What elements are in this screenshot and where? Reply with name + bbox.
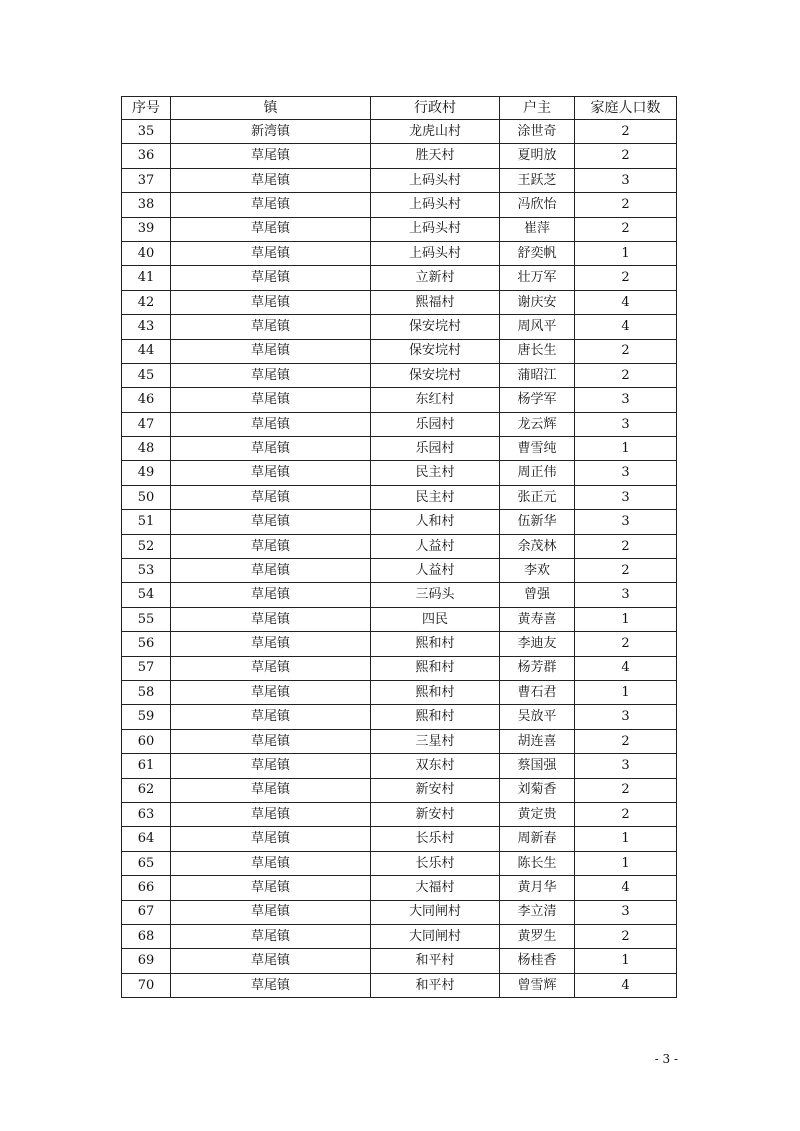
family-size-cell: 2 bbox=[575, 339, 677, 363]
town-cell: 草尾镇 bbox=[171, 656, 371, 680]
family-size-cell: 1 bbox=[575, 241, 677, 265]
serial-number-cell: 59 bbox=[122, 705, 171, 729]
householder-cell: 李立清 bbox=[500, 900, 575, 924]
village-cell: 东红村 bbox=[371, 388, 500, 412]
family-size-cell: 4 bbox=[575, 973, 677, 997]
serial-number-cell: 40 bbox=[122, 241, 171, 265]
householder-cell: 李欢 bbox=[500, 559, 575, 583]
serial-number-cell: 50 bbox=[122, 485, 171, 509]
village-cell: 大福村 bbox=[371, 876, 500, 900]
town-cell: 草尾镇 bbox=[171, 168, 371, 192]
table-row bbox=[122, 680, 677, 704]
householder-cell: 王跃芝 bbox=[500, 168, 575, 192]
village-cell: 熙和村 bbox=[371, 705, 500, 729]
serial-number-cell: 54 bbox=[122, 583, 171, 607]
serial-number-cell: 55 bbox=[122, 607, 171, 631]
table-row bbox=[122, 656, 677, 680]
village-cell: 四民 bbox=[371, 607, 500, 631]
town-cell: 草尾镇 bbox=[171, 876, 371, 900]
village-cell: 熙和村 bbox=[371, 656, 500, 680]
householder-cell: 张正元 bbox=[500, 485, 575, 509]
family-size-cell: 4 bbox=[575, 315, 677, 339]
family-size-cell: 4 bbox=[575, 876, 677, 900]
table-row bbox=[122, 583, 677, 607]
table-row bbox=[122, 534, 677, 558]
householder-cell: 吴放平 bbox=[500, 705, 575, 729]
serial-number-cell: 66 bbox=[122, 876, 171, 900]
table-row bbox=[122, 729, 677, 753]
householder-cell: 曹雪纯 bbox=[500, 437, 575, 461]
householder-cell: 曾强 bbox=[500, 583, 575, 607]
town-cell: 草尾镇 bbox=[171, 534, 371, 558]
town-cell: 草尾镇 bbox=[171, 754, 371, 778]
town-cell: 草尾镇 bbox=[171, 144, 371, 168]
table-header-row bbox=[122, 97, 677, 120]
town-cell: 草尾镇 bbox=[171, 461, 371, 485]
householder-cell: 唐长生 bbox=[500, 339, 575, 363]
table-row bbox=[122, 290, 677, 314]
householder-cell: 陈长生 bbox=[500, 851, 575, 875]
village-cell: 保安垸村 bbox=[371, 339, 500, 363]
village-cell: 熙和村 bbox=[371, 680, 500, 704]
town-cell: 草尾镇 bbox=[171, 437, 371, 461]
serial-number-cell: 57 bbox=[122, 656, 171, 680]
town-cell: 草尾镇 bbox=[171, 900, 371, 924]
serial-number-cell: 36 bbox=[122, 144, 171, 168]
serial-number-cell: 35 bbox=[122, 120, 171, 144]
serial-number-cell: 49 bbox=[122, 461, 171, 485]
householder-cell: 周风平 bbox=[500, 315, 575, 339]
village-cell: 民主村 bbox=[371, 461, 500, 485]
village-cell: 长乐村 bbox=[371, 851, 500, 875]
table-row bbox=[122, 241, 677, 265]
family-size-cell: 2 bbox=[575, 266, 677, 290]
table-row bbox=[122, 120, 677, 144]
village-cell: 乐园村 bbox=[371, 412, 500, 436]
village-cell: 和平村 bbox=[371, 949, 500, 973]
table-row bbox=[122, 924, 677, 948]
family-size-cell: 1 bbox=[575, 437, 677, 461]
table-row bbox=[122, 705, 677, 729]
family-size-cell: 4 bbox=[575, 290, 677, 314]
town-cell: 草尾镇 bbox=[171, 973, 371, 997]
header-serial-number: 序号 bbox=[122, 97, 171, 120]
town-cell: 草尾镇 bbox=[171, 217, 371, 241]
table-row bbox=[122, 827, 677, 851]
family-size-cell: 2 bbox=[575, 632, 677, 656]
table-row bbox=[122, 217, 677, 241]
town-cell: 草尾镇 bbox=[171, 607, 371, 631]
village-cell: 新安村 bbox=[371, 778, 500, 802]
town-cell: 草尾镇 bbox=[171, 949, 371, 973]
village-cell: 上码头村 bbox=[371, 168, 500, 192]
serial-number-cell: 61 bbox=[122, 754, 171, 778]
family-size-cell: 1 bbox=[575, 827, 677, 851]
householder-cell: 杨学军 bbox=[500, 388, 575, 412]
village-cell: 熙和村 bbox=[371, 632, 500, 656]
householder-cell: 胡连喜 bbox=[500, 729, 575, 753]
family-size-cell: 3 bbox=[575, 461, 677, 485]
table-body bbox=[122, 120, 677, 998]
town-cell: 草尾镇 bbox=[171, 485, 371, 509]
town-cell: 草尾镇 bbox=[171, 388, 371, 412]
town-cell: 草尾镇 bbox=[171, 924, 371, 948]
town-cell: 草尾镇 bbox=[171, 559, 371, 583]
town-cell: 草尾镇 bbox=[171, 290, 371, 314]
family-size-cell: 3 bbox=[575, 754, 677, 778]
table-row bbox=[122, 949, 677, 973]
town-cell: 草尾镇 bbox=[171, 412, 371, 436]
householder-cell: 蔡国强 bbox=[500, 754, 575, 778]
table-row bbox=[122, 266, 677, 290]
family-size-cell: 3 bbox=[575, 388, 677, 412]
village-cell: 长乐村 bbox=[371, 827, 500, 851]
village-cell: 胜天村 bbox=[371, 144, 500, 168]
village-cell: 和平村 bbox=[371, 973, 500, 997]
serial-number-cell: 58 bbox=[122, 680, 171, 704]
village-cell: 大同闸村 bbox=[371, 924, 500, 948]
village-cell: 新安村 bbox=[371, 802, 500, 826]
householder-cell: 夏明放 bbox=[500, 144, 575, 168]
householder-cell: 黄寿喜 bbox=[500, 607, 575, 631]
village-cell: 龙虎山村 bbox=[371, 120, 500, 144]
householder-cell: 黄罗生 bbox=[500, 924, 575, 948]
table-row bbox=[122, 607, 677, 631]
householder-cell: 杨芳群 bbox=[500, 656, 575, 680]
family-size-cell: 2 bbox=[575, 363, 677, 387]
town-cell: 草尾镇 bbox=[171, 339, 371, 363]
table-row bbox=[122, 388, 677, 412]
table-row bbox=[122, 510, 677, 534]
town-cell: 草尾镇 bbox=[171, 827, 371, 851]
town-cell: 草尾镇 bbox=[171, 632, 371, 656]
table-row bbox=[122, 363, 677, 387]
family-size-cell: 2 bbox=[575, 559, 677, 583]
serial-number-cell: 62 bbox=[122, 778, 171, 802]
serial-number-cell: 68 bbox=[122, 924, 171, 948]
serial-number-cell: 56 bbox=[122, 632, 171, 656]
householder-cell: 涂世奇 bbox=[500, 120, 575, 144]
serial-number-cell: 51 bbox=[122, 510, 171, 534]
family-size-cell: 3 bbox=[575, 412, 677, 436]
village-cell: 人和村 bbox=[371, 510, 500, 534]
householder-cell: 冯欣怡 bbox=[500, 193, 575, 217]
table-row bbox=[122, 778, 677, 802]
householder-cell: 蒲昭江 bbox=[500, 363, 575, 387]
family-size-cell: 3 bbox=[575, 510, 677, 534]
serial-number-cell: 63 bbox=[122, 802, 171, 826]
family-size-cell: 3 bbox=[575, 705, 677, 729]
householder-cell: 崔萍 bbox=[500, 217, 575, 241]
household-table bbox=[121, 96, 677, 998]
family-size-cell: 3 bbox=[575, 485, 677, 509]
serial-number-cell: 53 bbox=[122, 559, 171, 583]
town-cell: 草尾镇 bbox=[171, 705, 371, 729]
family-size-cell: 3 bbox=[575, 900, 677, 924]
serial-number-cell: 69 bbox=[122, 949, 171, 973]
householder-cell: 刘菊香 bbox=[500, 778, 575, 802]
serial-number-cell: 45 bbox=[122, 363, 171, 387]
table-row bbox=[122, 802, 677, 826]
table-row bbox=[122, 754, 677, 778]
village-cell: 保安垸村 bbox=[371, 363, 500, 387]
householder-cell: 壮万军 bbox=[500, 266, 575, 290]
village-cell: 民主村 bbox=[371, 485, 500, 509]
householder-cell: 李迪友 bbox=[500, 632, 575, 656]
village-cell: 保安垸村 bbox=[371, 315, 500, 339]
serial-number-cell: 44 bbox=[122, 339, 171, 363]
header-family-size: 家庭人口数 bbox=[575, 97, 677, 120]
family-size-cell: 3 bbox=[575, 583, 677, 607]
town-cell: 草尾镇 bbox=[171, 315, 371, 339]
village-cell: 立新村 bbox=[371, 266, 500, 290]
householder-cell: 周新春 bbox=[500, 827, 575, 851]
town-cell: 草尾镇 bbox=[171, 193, 371, 217]
family-size-cell: 1 bbox=[575, 949, 677, 973]
householder-cell: 余茂林 bbox=[500, 534, 575, 558]
table-row bbox=[122, 437, 677, 461]
town-cell: 草尾镇 bbox=[171, 851, 371, 875]
family-size-cell: 2 bbox=[575, 193, 677, 217]
page-number: - 3 - bbox=[654, 1052, 678, 1066]
householder-cell: 周正伟 bbox=[500, 461, 575, 485]
serial-number-cell: 39 bbox=[122, 217, 171, 241]
town-cell: 新湾镇 bbox=[171, 120, 371, 144]
family-size-cell: 2 bbox=[575, 778, 677, 802]
family-size-cell: 1 bbox=[575, 680, 677, 704]
village-cell: 三码头 bbox=[371, 583, 500, 607]
table-row bbox=[122, 339, 677, 363]
householder-cell: 谢庆安 bbox=[500, 290, 575, 314]
serial-number-cell: 64 bbox=[122, 827, 171, 851]
householder-cell: 曹石君 bbox=[500, 680, 575, 704]
village-cell: 上码头村 bbox=[371, 193, 500, 217]
family-size-cell: 2 bbox=[575, 217, 677, 241]
village-cell: 人益村 bbox=[371, 559, 500, 583]
family-size-cell: 3 bbox=[575, 168, 677, 192]
serial-number-cell: 37 bbox=[122, 168, 171, 192]
town-cell: 草尾镇 bbox=[171, 729, 371, 753]
town-cell: 草尾镇 bbox=[171, 583, 371, 607]
family-size-cell: 2 bbox=[575, 120, 677, 144]
header-village: 行政村 bbox=[371, 97, 500, 120]
table-row bbox=[122, 900, 677, 924]
table-row bbox=[122, 193, 677, 217]
table-row bbox=[122, 632, 677, 656]
village-cell: 上码头村 bbox=[371, 241, 500, 265]
householder-cell: 龙云辉 bbox=[500, 412, 575, 436]
table-row bbox=[122, 876, 677, 900]
serial-number-cell: 42 bbox=[122, 290, 171, 314]
village-cell: 乐园村 bbox=[371, 437, 500, 461]
table-row bbox=[122, 485, 677, 509]
table-row bbox=[122, 168, 677, 192]
family-size-cell: 2 bbox=[575, 729, 677, 753]
table-row bbox=[122, 559, 677, 583]
householder-cell: 杨桂香 bbox=[500, 949, 575, 973]
village-cell: 大同闸村 bbox=[371, 900, 500, 924]
header-town: 镇 bbox=[171, 97, 371, 120]
village-cell: 熙福村 bbox=[371, 290, 500, 314]
serial-number-cell: 60 bbox=[122, 729, 171, 753]
serial-number-cell: 43 bbox=[122, 315, 171, 339]
village-cell: 人益村 bbox=[371, 534, 500, 558]
header-householder: 户主 bbox=[500, 97, 575, 120]
town-cell: 草尾镇 bbox=[171, 802, 371, 826]
serial-number-cell: 67 bbox=[122, 900, 171, 924]
village-cell: 上码头村 bbox=[371, 217, 500, 241]
serial-number-cell: 46 bbox=[122, 388, 171, 412]
family-size-cell: 2 bbox=[575, 144, 677, 168]
serial-number-cell: 38 bbox=[122, 193, 171, 217]
town-cell: 草尾镇 bbox=[171, 680, 371, 704]
serial-number-cell: 65 bbox=[122, 851, 171, 875]
table-row bbox=[122, 851, 677, 875]
householder-cell: 曾雪辉 bbox=[500, 973, 575, 997]
town-cell: 草尾镇 bbox=[171, 778, 371, 802]
town-cell: 草尾镇 bbox=[171, 241, 371, 265]
village-cell: 双东村 bbox=[371, 754, 500, 778]
serial-number-cell: 48 bbox=[122, 437, 171, 461]
householder-cell: 黄月华 bbox=[500, 876, 575, 900]
town-cell: 草尾镇 bbox=[171, 363, 371, 387]
family-size-cell: 4 bbox=[575, 656, 677, 680]
table-row bbox=[122, 461, 677, 485]
family-size-cell: 2 bbox=[575, 802, 677, 826]
family-size-cell: 2 bbox=[575, 534, 677, 558]
serial-number-cell: 52 bbox=[122, 534, 171, 558]
family-size-cell: 2 bbox=[575, 924, 677, 948]
town-cell: 草尾镇 bbox=[171, 510, 371, 534]
table-row bbox=[122, 315, 677, 339]
serial-number-cell: 41 bbox=[122, 266, 171, 290]
serial-number-cell: 47 bbox=[122, 412, 171, 436]
family-size-cell: 1 bbox=[575, 851, 677, 875]
householder-cell: 黄定贵 bbox=[500, 802, 575, 826]
family-size-cell: 1 bbox=[575, 607, 677, 631]
table-row bbox=[122, 144, 677, 168]
householder-cell: 舒奕帆 bbox=[500, 241, 575, 265]
village-cell: 三星村 bbox=[371, 729, 500, 753]
town-cell: 草尾镇 bbox=[171, 266, 371, 290]
table-row bbox=[122, 973, 677, 997]
serial-number-cell: 70 bbox=[122, 973, 171, 997]
householder-cell: 伍新华 bbox=[500, 510, 575, 534]
table-row bbox=[122, 412, 677, 436]
